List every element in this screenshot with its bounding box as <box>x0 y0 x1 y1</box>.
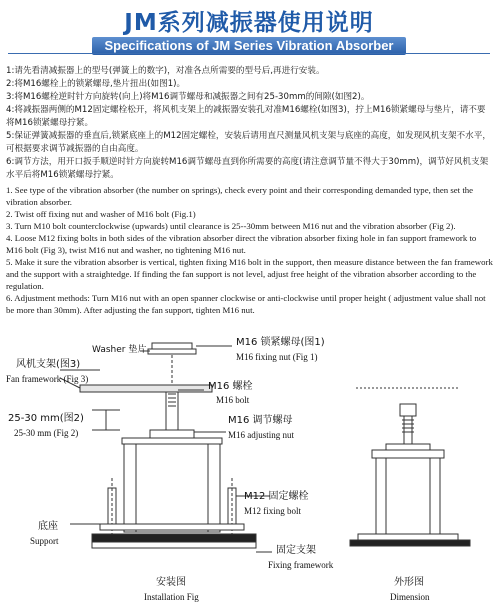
fan-framework-plate <box>80 385 212 392</box>
fixing-framework-label-en: Fixing framework <box>268 560 334 570</box>
en-step-1: 1. See type of the vibration absorber (the number on springs), check every point and their corresponding demanded type, then set the vibration absorber. <box>6 185 474 208</box>
fixing-nut-label-en: M16 fixing nut (Fig 1) <box>236 352 318 362</box>
support-base <box>100 524 244 530</box>
page-title: JM系列减振器使用说明 <box>124 10 374 36</box>
bolt-label-en: M16 bolt <box>216 395 250 405</box>
fixing-framework <box>92 534 256 542</box>
washer-shape <box>152 343 192 349</box>
fixing-nut-label-cn: M16 锁紧螺母(图1) <box>236 337 325 348</box>
dim-top-nut <box>400 404 416 416</box>
fixing-framework-label-cn: 固定支架 <box>276 545 316 556</box>
installation-fig-caption-cn: 安装图 <box>156 577 186 588</box>
adjusting-nut-label-cn: M16 调节螺母 <box>228 415 293 426</box>
adjusting-nut-label-en: M16 adjusting nut <box>228 430 295 440</box>
cn-step-1: 1:请先看清减振器上的型号(弹簧上的数字)，对准各点所需要的型号后,再进行安装。 <box>6 66 325 76</box>
en-step-3: 3. Turn M10 bolt counterclockwise (upwards) until clearance is 25--30mm between M16 nut and the vibration absorber (Fig 2). <box>6 221 456 231</box>
bolt-label-cn: M16 螺栓 <box>208 381 253 392</box>
fan-framework-label-cn: 风机支架(图3) <box>16 359 81 370</box>
adjusting-nut-shape <box>150 430 194 438</box>
installation-fig-caption-en: Installation Fig <box>144 592 199 602</box>
support-label-en: Support <box>30 536 59 546</box>
en-step-2: 2. Twist off fixing nut and washer of M16 bolt (Fig.1) <box>6 209 196 219</box>
cn-step-5: 5:保证弹簧减振器的垂直后,锁紧底座上的M12固定螺栓，安装后请用直尺测量风机支架与底座的高度，如发现风机支架不水平，可根据要求调节减振器的自由高度。 <box>6 131 491 155</box>
fan-framework-label-en: Fan framework (Fig 3) <box>6 374 89 384</box>
support-label-cn: 底座 <box>38 521 58 532</box>
en-step-4: 4. Loose M12 fixing bolts in both sides of the vibration absorber direct the vibration absorber fixing hole in fan support framework to M16 bolt (Fig 3), twist M16 nut and washer, no tightening M16 nut. <box>6 233 477 256</box>
english-banner: Specifications of JM Series Vibration Absorber <box>92 37 406 55</box>
absorber-housing <box>124 444 220 532</box>
clearance-label-en: 25-30 mm (Fig 2) <box>14 428 79 438</box>
cn-step-4: 4:将减振器两侧的M12固定螺栓松开，将风机支架上的减振器安装孔对准M16螺栓(如图3)，拧上M16锁紧螺母与垫片，请不要将M16锁紧螺母拧紧。 <box>6 105 486 129</box>
cn-step-6: 6:调节方法，用开口扳手顺逆时针方向旋转M16调节螺母直到你所需要的高度(请注意调节量不得大于30mm)，调节好风机支架水平后将M16锁紧螺母拧紧。 <box>6 157 489 181</box>
cn-step-2: 2:将M16螺栓上的锁紧螺母,垫片扭出(如图1)。 <box>6 79 186 89</box>
washer-label: Washer 垫片 <box>92 345 147 355</box>
m12-bolt-label-en: M12 fixing bolt <box>244 506 302 516</box>
dimension-caption-cn: 外形图 <box>394 577 424 588</box>
m12-bolt-label-cn: M12 固定螺栓 <box>244 491 309 502</box>
en-step-6: 6. Adjustment methods: Turn M16 nut with an open spanner clockwise or anti-clockwise until proper height ( adjustment value shall not be more than 30mm). After adjusting the fan support, tighten M16 nut. <box>6 293 486 316</box>
clearance-label-cn: 25-30 mm(图2) <box>8 413 84 424</box>
dimension-caption-en: Dimension <box>390 592 430 602</box>
en-step-5: 5. Make it sure the vibration absorber is vertical, tighten fixing M16 bolt in the support, then measure distance between the fan framework and the support with a straightedge. If finding the fan support is not level, adjust free height of the vibration absorber according to the regulation. <box>6 257 493 292</box>
cn-step-3: 3:将M16螺栓逆时针方向旋转(向上)将M16调节螺母和减振器之间有25-30mm的间隙(如图2)。 <box>6 92 370 102</box>
